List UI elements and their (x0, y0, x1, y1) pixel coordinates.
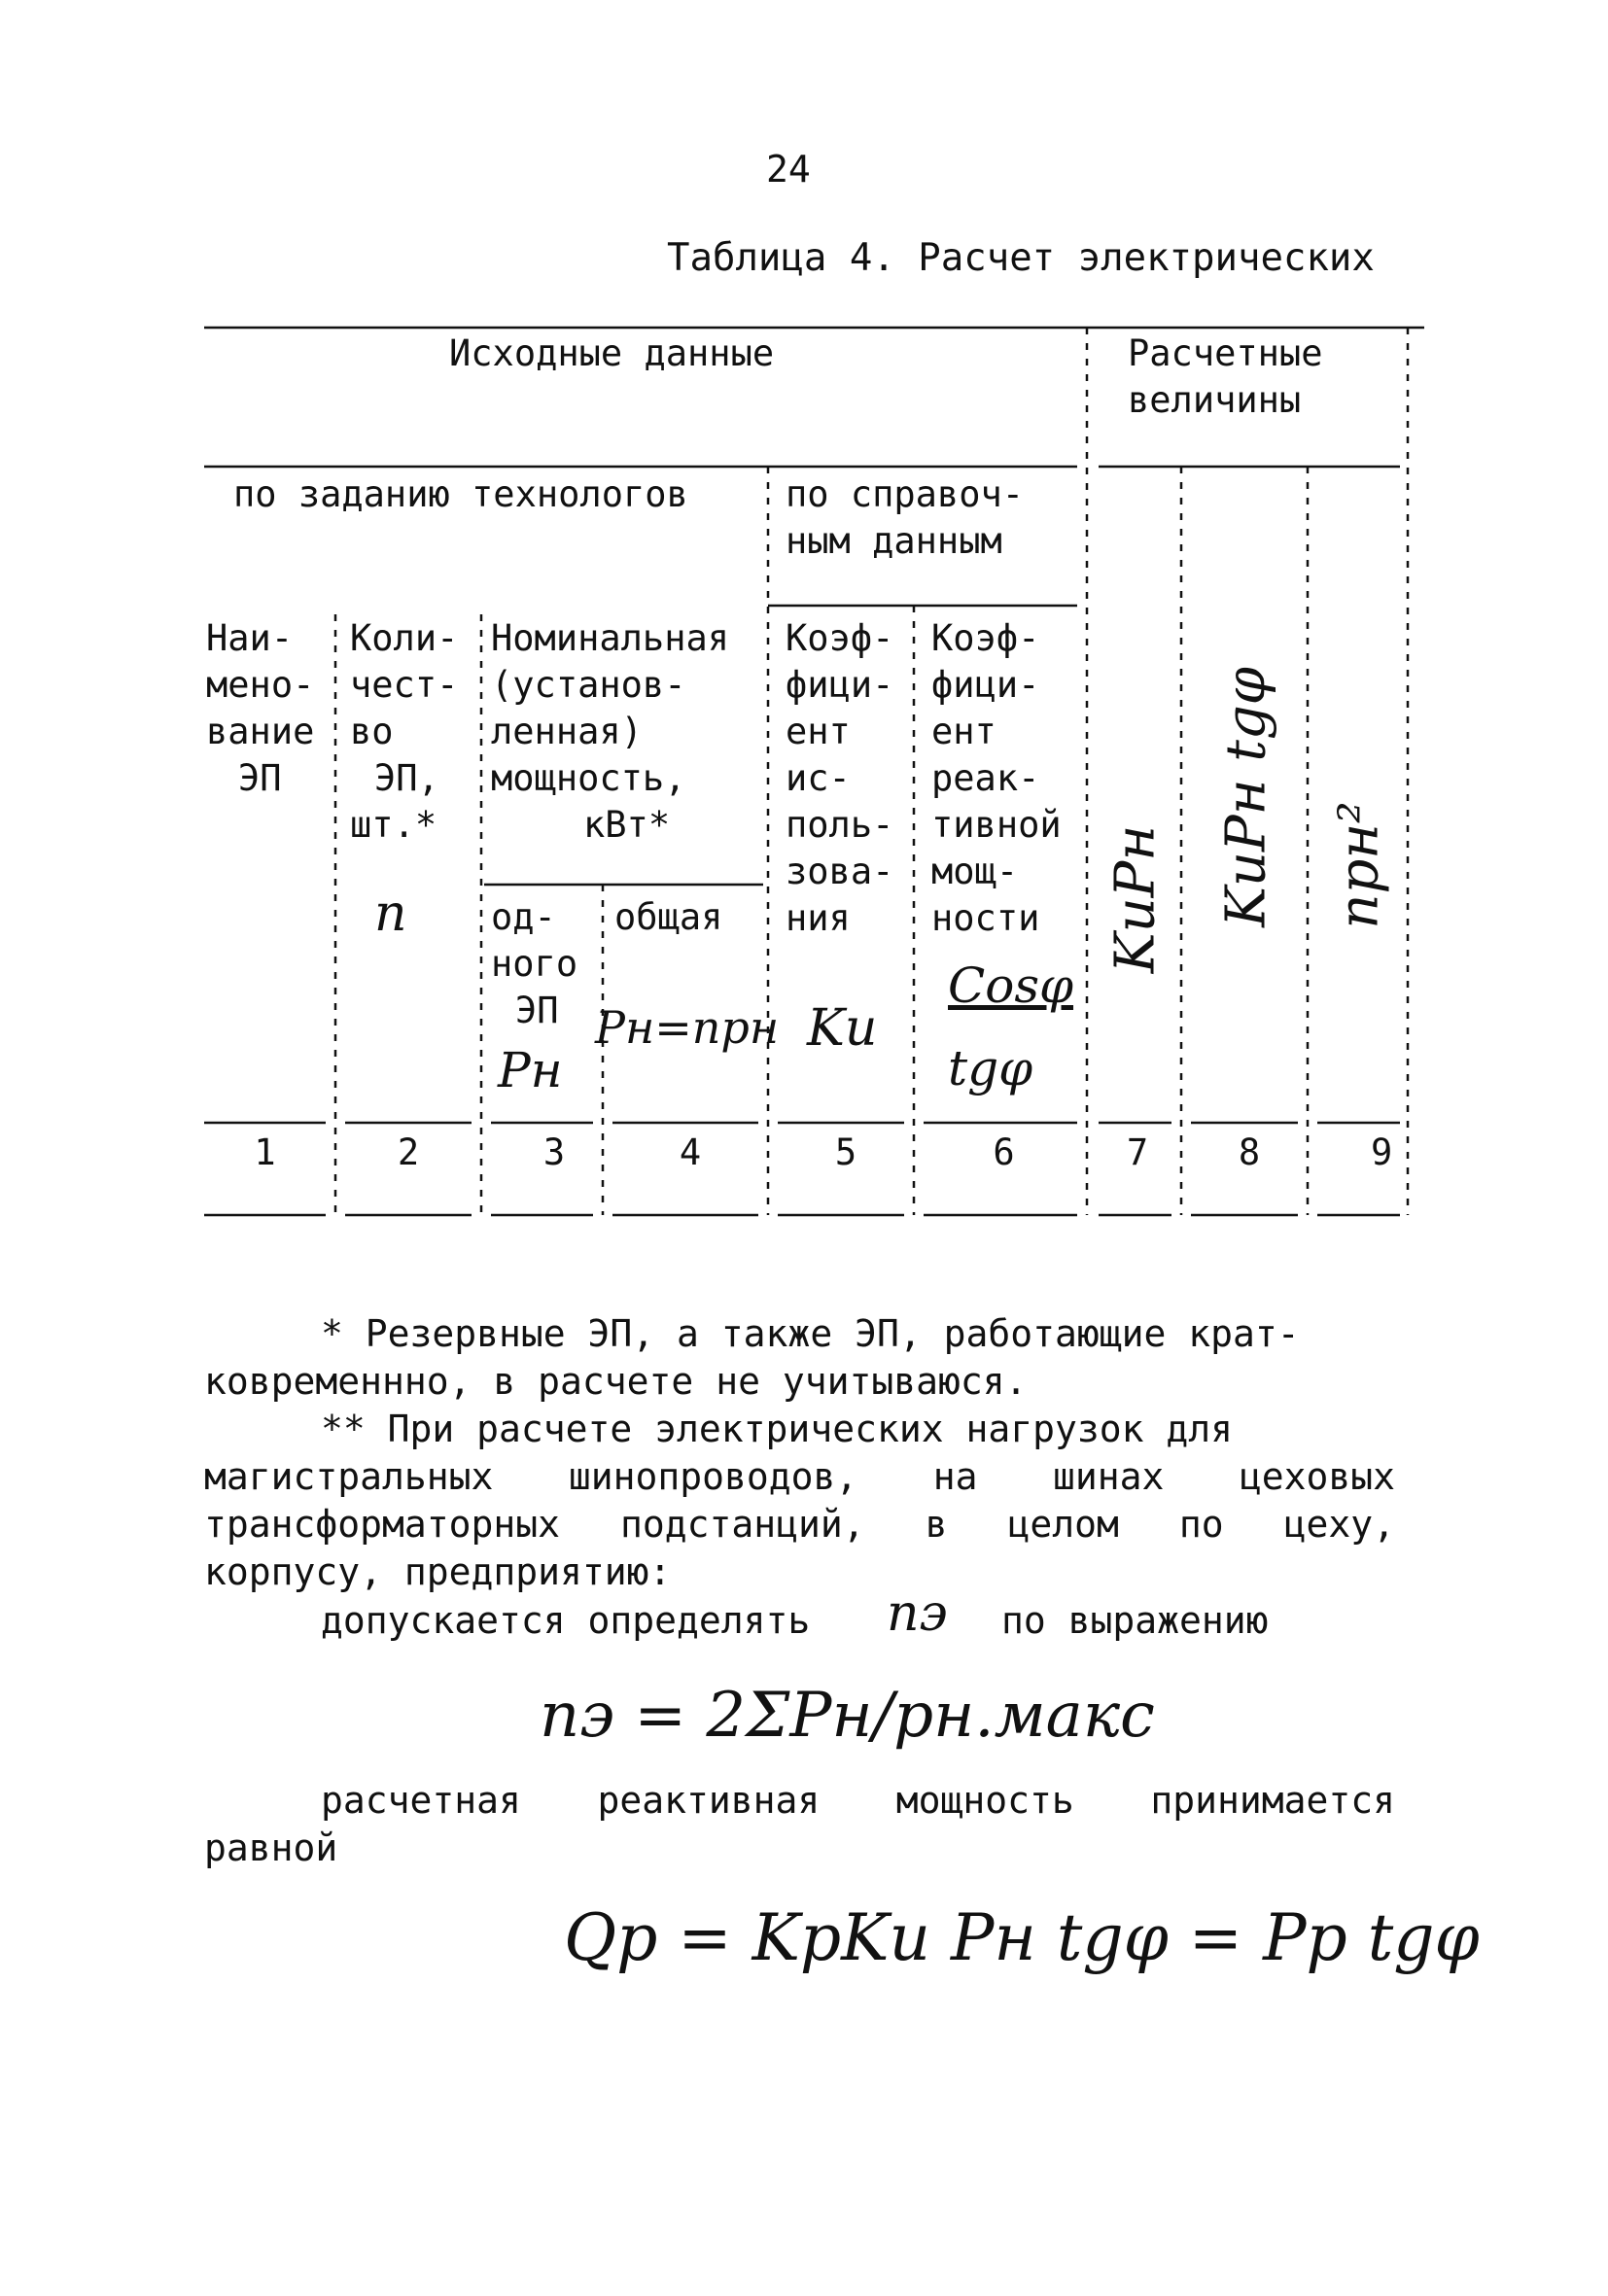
col-reactive-line3: ент (931, 711, 996, 752)
col-power-total-formula: Pн=npн (595, 1001, 780, 1054)
formula-qp: Qp = KpKи Pн tgφ = Pp tgφ (564, 1900, 1480, 1975)
allowed-symbol: nэ (887, 1584, 948, 1643)
allowed-suffix: по выражению (1001, 1599, 1269, 1642)
col-number-7: 7 (1126, 1131, 1149, 1173)
col-number-1: 1 (254, 1131, 276, 1173)
col-power-line3: ленная) (491, 711, 643, 752)
note1-line2: ковременнно, в расчете не учитываюся. (204, 1360, 1028, 1403)
col-power-one-symbol: Pн (498, 1042, 563, 1098)
col7-formula: KиPн (1103, 824, 1168, 974)
note2-line4: корпусу, предприятию: (204, 1550, 672, 1593)
col-name-line3: вание (206, 711, 315, 752)
col-ku-symbol: Kи (807, 999, 878, 1058)
col-ku-line2: фици- (786, 664, 894, 706)
formula-ne: nэ = 2ΣPн/pн.макс (540, 1680, 1155, 1752)
col-reactive-tg: tgφ (948, 1040, 1033, 1096)
col-ku-line4: ис- (786, 757, 851, 799)
col-power-line2: (установ- (491, 664, 686, 706)
col-power-one-line2: ного (491, 943, 578, 985)
col-number-3: 3 (542, 1131, 566, 1173)
col-reactive-line4: реак- (931, 757, 1040, 799)
col-ku-line7: ния (786, 897, 851, 939)
header-calc-line1: Расчетные (1128, 332, 1323, 374)
col-count-line4: ЭП, (374, 757, 439, 799)
col-count-line2: чест- (350, 664, 459, 706)
col-ku-line1: Коэф- (786, 617, 894, 659)
note2-line1: ** При расчете электрических нагрузок для (321, 1408, 1233, 1450)
col-reactive-line6: мощ- (931, 851, 1019, 892)
col-ku-line6: зова- (786, 851, 894, 892)
col-power-total: общая (614, 896, 723, 938)
col-name-line4: ЭП (238, 757, 282, 799)
page-number: 24 (766, 148, 811, 191)
col-number-5: 5 (834, 1131, 857, 1173)
note1-line1: * Резервные ЭП, а также ЭП, работающие крат- (321, 1312, 1300, 1355)
note2-line3: трансформаторных подстанций, в целом по цеху, (204, 1503, 1395, 1546)
col-count-line1: Коли- (350, 617, 459, 659)
allowed-prefix: допускается определять (321, 1599, 811, 1642)
header-technologists: по заданию технологов (233, 473, 688, 515)
header-source-data: Исходные данные (449, 332, 775, 374)
col-number-4: 4 (679, 1131, 702, 1173)
col-reactive-line2: фици- (931, 664, 1040, 706)
col-power-line4: мощность, (491, 757, 686, 799)
header-calc-line2: величины (1128, 379, 1302, 421)
reactive-line2: равной (204, 1826, 338, 1869)
col-count-line3: во (350, 711, 394, 752)
col-power-line5: кВт* (583, 804, 671, 846)
col-ku-line3: ент (786, 711, 851, 752)
col-number-9: 9 (1371, 1131, 1393, 1173)
col-power-one-line1: од- (491, 896, 556, 938)
col-number-6: 6 (993, 1131, 1015, 1173)
col-number-2: 2 (397, 1131, 420, 1173)
col-reactive-line7: ности (931, 897, 1040, 939)
reactive-line1: расчетная реактивная мощность принимается (321, 1779, 1395, 1822)
header-reference-line2: ным данным (786, 520, 1002, 562)
col-reactive-line1: Коэф- (931, 617, 1040, 659)
col-count-symbol: n (374, 885, 407, 943)
table-caption: Таблица 4. Расчет электрических (667, 236, 1375, 280)
col-name-line1: Наи- (206, 617, 294, 659)
col-name-line2: мено- (206, 664, 315, 706)
col-reactive-line5: тивной (931, 804, 1062, 846)
col-ku-line5: поль- (786, 804, 894, 846)
col-reactive-cos: Cosφ (948, 957, 1074, 1014)
header-reference-line1: по справоч- (786, 473, 1025, 515)
note2-line2: магистральных шинопроводов, на шинах цеховых (204, 1455, 1395, 1498)
col-power-line1: Номинальная (491, 617, 730, 659)
col9-formula: npн² (1327, 801, 1391, 929)
col8-formula: KиPн tgφ (1214, 667, 1278, 927)
col-count-line5: шт.* (350, 804, 437, 846)
col-power-one-line3: ЭП (515, 990, 559, 1031)
col-number-8: 8 (1238, 1131, 1261, 1173)
